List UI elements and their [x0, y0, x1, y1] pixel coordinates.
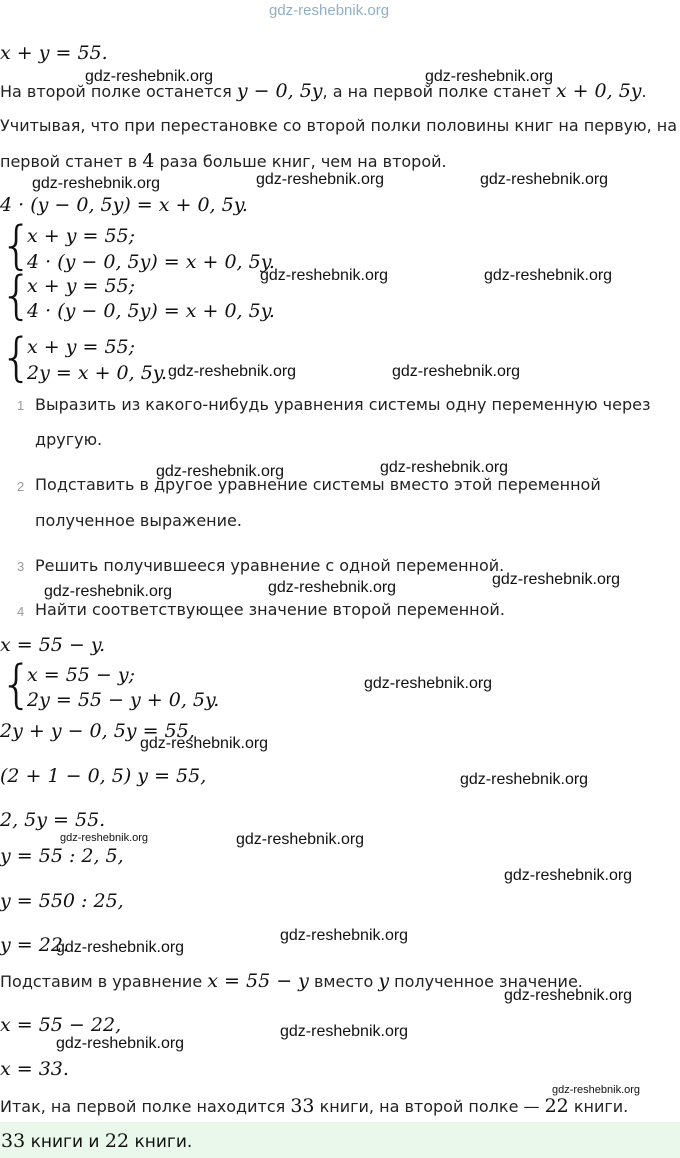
watermark: gdz-reshebnik.org: [140, 735, 269, 752]
text: книги, на второй полке —: [314, 1097, 545, 1116]
text: Итак, на первой полке находится: [0, 1097, 291, 1116]
paragraph-condition-line2: [0, 150, 447, 172]
step-text: Выразить из какого-нибудь уравнения системы одну переменную через: [35, 395, 651, 414]
system1-eq1: x + y = 55;: [27, 225, 136, 247]
step-text: Найти соответствующее значение второй переменной.: [35, 600, 505, 619]
answer-number: 33: [1, 1130, 26, 1152]
math: y: [378, 970, 390, 992]
final-step-2: x = 33.: [0, 1058, 69, 1080]
watermark: gdz-reshebnik.org: [364, 675, 493, 692]
watermark: gdz-reshebnik.org: [484, 267, 613, 284]
paragraph-substitute: [0, 970, 583, 992]
watermark: gdz-reshebnik.org: [280, 1023, 409, 1040]
watermark: gdz-reshebnik.org: [392, 363, 521, 380]
equation-express-x: x = 55 − y.: [0, 634, 106, 656]
text: На второй полке останется: [0, 82, 237, 101]
watermark: gdz-reshebnik.org: [156, 463, 285, 480]
watermark: gdz-reshebnik.org: [280, 927, 409, 944]
watermark: gdz-reshebnik.org: [460, 771, 589, 788]
brace-icon: {: [0, 266, 34, 326]
step-number: 3: [17, 559, 25, 574]
step-text: Подставить в другое уравнение системы вместо этой переменной: [35, 475, 601, 494]
step-text: Решить получившееся уравнение с одной переменной.: [35, 556, 505, 575]
paragraph-condition-line1: Учитывая, что при перестановке со второй полки половины книг на первую, на: [0, 116, 678, 135]
solve-step-1: 2y + y − 0, 5y = 55,: [0, 720, 195, 742]
watermark: gdz-reshebnik.org: [504, 867, 633, 884]
watermark: gdz-reshebnik.org: [260, 267, 389, 284]
paragraph-conclusion: [0, 1095, 628, 1117]
step-number: 1: [17, 398, 25, 413]
step-number: 2: [17, 479, 25, 494]
watermark: gdz-reshebnik.org: [492, 571, 621, 588]
watermark: gdz-reshebnik.org: [32, 175, 161, 192]
watermark: gdz-reshebnik.org: [60, 832, 149, 844]
system2-eq2: 4 · (y − 0, 5y) = x + 0, 5y.: [27, 300, 275, 322]
solve-step-4: y = 55 : 2, 5,: [0, 845, 124, 867]
watermark: gdz-reshebnik.org: [44, 583, 173, 600]
equation-sum: x + y = 55.: [0, 42, 108, 64]
brace-icon: {: [0, 328, 34, 388]
system4-eq1: x = 55 − y;: [27, 664, 136, 686]
text: , а на первой полке станет: [322, 82, 556, 101]
watermark: gdz-reshebnik.org: [168, 363, 297, 380]
final-step-1: x = 55 − 22,: [0, 1014, 122, 1036]
math: x = 55 − y: [207, 970, 309, 992]
watermark: gdz-reshebnik.org: [425, 68, 554, 85]
math: 22: [544, 1095, 569, 1117]
system1-eq2: 4 · (y − 0, 5y) = x + 0, 5y.: [27, 251, 275, 273]
watermark: gdz-reshebnik.org: [480, 171, 609, 188]
solve-step-6: y = 22.: [0, 934, 69, 956]
math: 4: [142, 150, 155, 172]
text: книги.: [568, 1097, 629, 1116]
math: 33: [290, 1095, 315, 1117]
text: раза больше книг, чем на второй.: [154, 152, 447, 171]
watermark: gdz-reshebnik.org: [56, 1035, 185, 1052]
step-text: полученное выражение.: [35, 511, 242, 530]
text: .: [641, 82, 647, 101]
brace-icon: {: [0, 655, 34, 715]
system2-eq1: x + y = 55;: [27, 275, 136, 297]
system4-eq2: 2y = 55 − y + 0, 5y.: [27, 689, 220, 711]
text: вместо: [308, 972, 379, 991]
watermark: gdz-reshebnik.org: [85, 68, 214, 85]
watermark: gdz-reshebnik.org: [56, 939, 185, 956]
watermark: gdz-reshebnik.org: [552, 1084, 641, 1096]
system3-eq2: 2y = x + 0, 5y.: [27, 362, 168, 384]
text: полученное значение.: [389, 972, 583, 991]
step-text: другую.: [35, 430, 103, 449]
solve-step-2: (2 + 1 − 0, 5) y = 55,: [0, 765, 207, 787]
text: книги и: [25, 1132, 105, 1152]
brace-icon: {: [0, 216, 34, 276]
answer-text: [1, 1130, 192, 1152]
watermark: gdz-reshebnik.org: [236, 831, 365, 848]
solve-step-5: y = 550 : 25,: [0, 890, 124, 912]
step-number: 4: [17, 604, 25, 619]
math: y − 0, 5y: [236, 80, 323, 102]
watermark: gdz-reshebnik.org: [380, 459, 509, 476]
equation-four-times: 4 · (y − 0, 5y) = x + 0, 5y.: [0, 194, 248, 216]
watermark: gdz-reshebnik.org: [256, 171, 385, 188]
math: x + 0, 5y: [555, 80, 642, 102]
solve-step-3: 2, 5y = 55.: [0, 809, 106, 831]
system3-eq1: x + y = 55;: [27, 336, 136, 358]
watermark: gdz-reshebnik.org: [504, 987, 633, 1004]
watermark: gdz-reshebnik.org: [268, 579, 397, 596]
watermark-top: gdz-reshebnik.org: [269, 2, 390, 19]
answer-number: 22: [104, 1130, 130, 1152]
text: Подставим в уравнение: [0, 972, 208, 991]
text: первой станет в: [0, 152, 143, 171]
text: книги.: [129, 1132, 193, 1152]
